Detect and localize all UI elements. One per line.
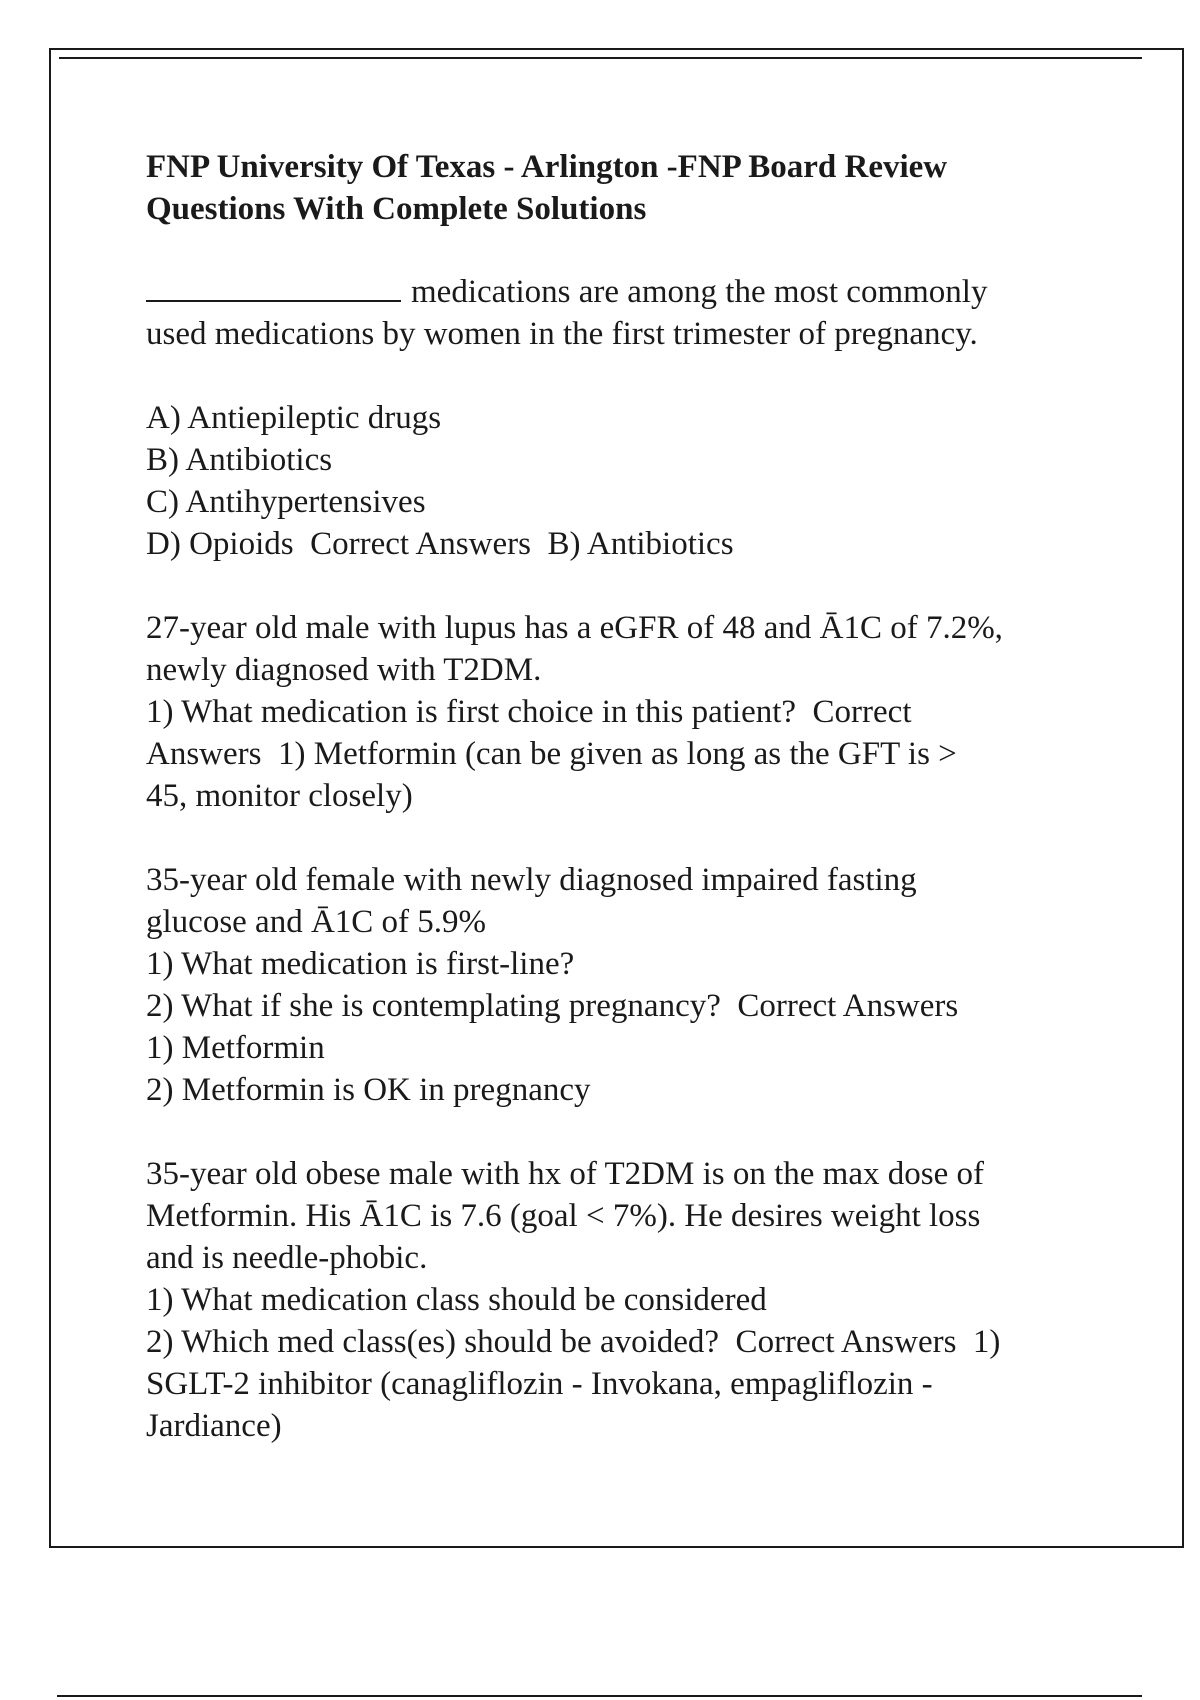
question-line: Metformin. His Ā1C is 7.6 (goal < 7%). He desires weight loss (146, 1198, 981, 1234)
question-line: 2) Which med class(es) should be avoided? Correct Answers 1) (146, 1324, 1001, 1360)
fill-in-blank (146, 270, 401, 302)
question-line: 1) What medication class should be considered (146, 1282, 767, 1318)
question-4 (146, 1153, 1126, 1447)
question-line: 1) What medication is first choice in this patient? Correct (146, 694, 912, 730)
question-2 (146, 607, 1126, 817)
question-3 (146, 859, 1126, 1111)
question-stem-line (146, 270, 1126, 313)
question-line: 35-year old female with newly diagnosed impaired fasting (146, 862, 917, 898)
question-line: 27-year old male with lupus has a eGFR of 48 and Ā1C of 7.2%, (146, 610, 1003, 646)
question-stem-line: used medications by women in the first trimester of pregnancy. (146, 316, 978, 352)
question-line: glucose and Ā1C of 5.9% (146, 904, 487, 940)
question-line: Answers 1) Metformin (can be given as long as the GFT is > (146, 736, 957, 772)
question-1 (146, 270, 1126, 355)
answer-option: D) Opioids Correct Answers B) Antibiotics (146, 526, 734, 562)
question-text: medications are among the most commonly (411, 274, 988, 310)
question-line: Jardiance) (146, 1408, 282, 1444)
question-line: 2) What if she is contemplating pregnancy? Correct Answers (146, 988, 959, 1024)
answer-option: B) Antibiotics (146, 442, 333, 478)
question-line: and is needle-phobic. (146, 1240, 428, 1276)
question-line: newly diagnosed with T2DM. (146, 652, 542, 688)
question-line: 35-year old obese male with hx of T2DM is on the max dose of (146, 1156, 984, 1192)
title-line: Questions With Complete Solutions (146, 191, 647, 227)
document-title (146, 146, 1126, 230)
footer-rule (57, 1695, 1142, 1697)
question-line: SGLT-2 inhibitor (canagliflozin - Invokana, empagliflozin - (146, 1366, 933, 1402)
question-1-options (146, 397, 1126, 565)
title-line: FNP University Of Texas - Arlington -FNP Board Review (146, 149, 948, 185)
document-content (146, 146, 1126, 1489)
question-line: 45, monitor closely) (146, 778, 413, 814)
question-line: 2) Metformin is OK in pregnancy (146, 1072, 591, 1108)
top-rule (59, 57, 1142, 59)
question-line: 1) Metformin (146, 1030, 325, 1066)
question-line: 1) What medication is first-line? (146, 946, 575, 982)
answer-option: C) Antihypertensives (146, 484, 426, 520)
answer-option: A) Antiepileptic drugs (146, 400, 442, 436)
